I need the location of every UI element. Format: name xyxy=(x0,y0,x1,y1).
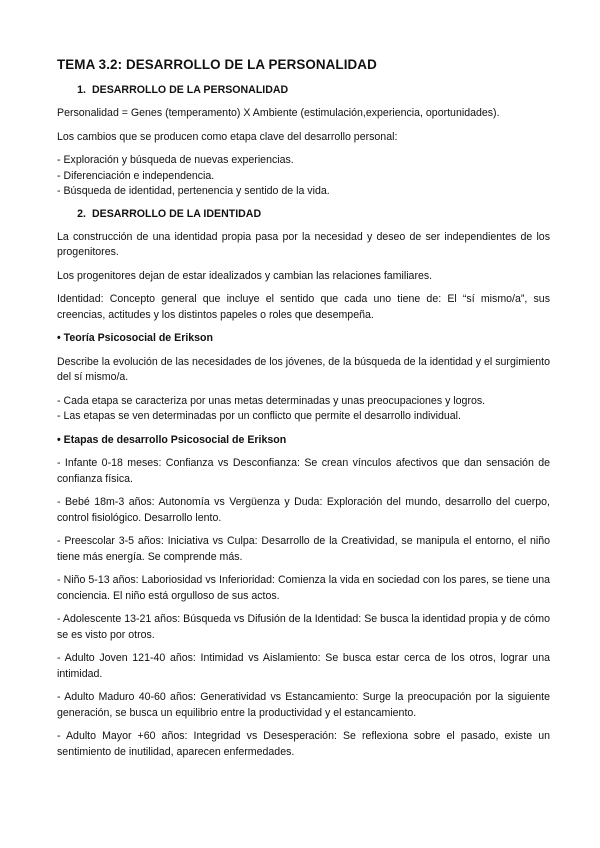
identity-paragraph-1: La construcción de una identidad propia pasa por la necesidad y deseo de ser independientes de los progenitores. xyxy=(57,230,550,258)
changes-list xyxy=(57,153,550,200)
changes-intro: Los cambios que se producen como etapa clave del desarrollo personal: xyxy=(57,130,398,143)
erikson-stages-heading: • Etapas de desarrollo Psicosocial de Erikson xyxy=(57,433,287,446)
personality-formula: Personalidad = Genes (temperamento) X Ambiente (estimulación,experiencia, oportunidades). xyxy=(57,107,500,119)
stage-item: - Adolescente 13-21 años: Búsqueda vs Difusión de la Identidad: Se busca la identidad propia y de cómo se es visto por otros. xyxy=(57,613,550,641)
stage-item: - Bebé 18m-3 años: Autonomía vs Vergüenza y Duda: Exploración del mundo, desarrollo del cuerpo, control fisiológico. Desarrollo lento. xyxy=(57,496,550,524)
stage-item: - Preescolar 3-5 años: Iniciativa vs Culpa: Desarrollo de la Creatividad, se manipula el entorno, el niño tiene más energía. Se comprende más. xyxy=(57,535,550,563)
stage-item: - Infante 0-18 meses: Confianza vs Desconfianza: Se crean vínculos afectivos que dan sensación de confianza física. xyxy=(57,457,550,485)
section-1-number: 1. xyxy=(77,84,86,96)
section-2-heading xyxy=(57,208,550,220)
section-1-heading xyxy=(57,84,550,96)
list-item: - Exploración y búsqueda de nuevas experiencias. xyxy=(57,154,294,166)
section-2-title: DESARROLLO DE LA IDENTIDAD xyxy=(92,207,262,220)
document-title: TEMA 3.2: DESARROLLO DE LA PERSONALIDAD xyxy=(57,57,377,72)
section-2-number: 2. xyxy=(77,207,86,220)
list-item: - Cada etapa se caracteriza por unas metas determinadas y unas preocupaciones y logros. xyxy=(57,394,486,407)
stage-item: - Adulto Joven 121-40 años: Intimidad vs Aislamiento: Se busca estar cerca de los otros, lograr una intimidad. xyxy=(57,652,550,680)
erikson-theory-heading: • Teoría Psicosocial de Erikson xyxy=(57,332,214,344)
erikson-list xyxy=(57,394,550,425)
list-item: - Búsqueda de identidad, pertenencia y sentido de la vida. xyxy=(57,185,330,197)
stage-item: - Adulto Mayor +60 años: Integridad vs Desesperación: Se reflexiona sobre el pasado, existe un sentimiento de inutilidad, aparecen enfermedades. xyxy=(57,730,550,758)
section-1-title: DESARROLLO DE LA PERSONALIDAD xyxy=(92,84,289,96)
list-item: - Las etapas se ven determinadas por un conflicto que permite el desarrollo individual. xyxy=(57,410,461,422)
identity-definition: Identidad: Concepto general que incluye el sentido que cada uno tiene de: El “sí mismo/a”, sus creencias, actitudes y los distintos papeles o roles que desempeña. xyxy=(57,293,550,321)
stage-item: - Adulto Maduro 40-60 años: Generatividad vs Estancamiento: Surge la preocupación por la siguiente generación, se busca un equilibrio entre la productividad y el estancamiento. xyxy=(57,691,550,719)
identity-paragraph-2: Los progenitores dejan de estar idealizados y cambian las relaciones familiares. xyxy=(57,269,433,282)
erikson-description: Describe la evolución de las necesidades de los jóvenes, de la búsqueda de la identidad y el surgimiento del sí mismo/a. xyxy=(57,355,550,383)
list-item: - Diferenciación e independencia. xyxy=(57,169,215,182)
stage-item: - Niño 5-13 años: Laboriosidad vs Inferioridad: Comienza la vida en sociedad con los pares, se tiene una conciencia. El niño está orgulloso de sus actos. xyxy=(57,574,550,602)
